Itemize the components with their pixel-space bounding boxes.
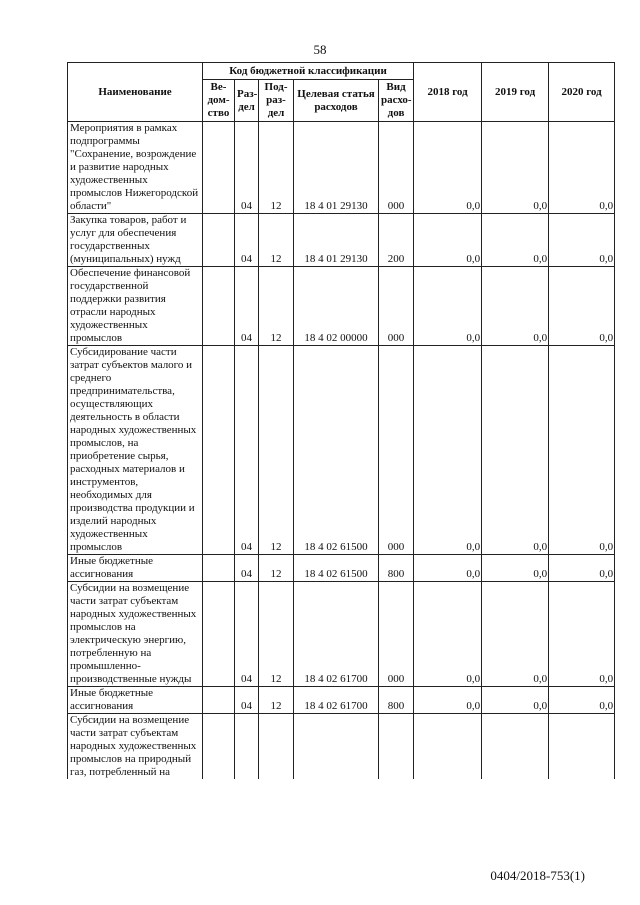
- header-vedomstvo: Ве- дом- ство: [203, 80, 235, 122]
- document-code: 0404/2018-753(1): [490, 868, 585, 883]
- table-row: [68, 346, 615, 555]
- row-razdel: 04: [235, 346, 259, 555]
- row-razdel: [235, 714, 259, 780]
- row-podrazdel: 12: [259, 346, 294, 555]
- row-target: 18 4 02 61500: [294, 346, 379, 555]
- row-vedomstvo: [203, 714, 235, 780]
- header-vid: Вид расхо- дов: [379, 80, 414, 122]
- row-name: Закупка товаров, работ и услуг для обеспечения государственных (муниципальных) нужд: [68, 214, 203, 267]
- header-target: Целевая статья расходов: [294, 80, 379, 122]
- row-2020: 0,0: [549, 214, 615, 267]
- row-2020: 0,0: [549, 267, 615, 346]
- row-vid: 800: [379, 687, 414, 714]
- row-name: Субсидии на возмещение части затрат субъектам народных художественных промыслов на электрическую энергию, потребленную на промышленно-производственные нужды: [68, 582, 203, 687]
- row-2018: 0,0: [414, 555, 482, 582]
- table-row: [68, 582, 615, 687]
- table-row: [68, 714, 615, 780]
- row-2018: 0,0: [414, 214, 482, 267]
- row-name: Субсидии на возмещение части затрат субъектам народных художественных промыслов на природный газ, потребленный на: [68, 714, 203, 780]
- row-2019: 0,0: [482, 346, 549, 555]
- row-vid: 000: [379, 582, 414, 687]
- row-target: [294, 714, 379, 780]
- header-razdel: Раз- дел: [235, 80, 259, 122]
- row-2018: 0,0: [414, 267, 482, 346]
- header-podrazdel: Под- раз- дел: [259, 80, 294, 122]
- row-target: 18 4 01 29130: [294, 214, 379, 267]
- row-target: 18 4 02 61700: [294, 582, 379, 687]
- row-2020: 0,0: [549, 122, 615, 214]
- row-vid: [379, 714, 414, 780]
- row-2019: 0,0: [482, 687, 549, 714]
- row-razdel: 04: [235, 687, 259, 714]
- row-razdel: 04: [235, 555, 259, 582]
- row-2020: 0,0: [549, 582, 615, 687]
- row-vid: 000: [379, 267, 414, 346]
- row-2020: 0,0: [549, 346, 615, 555]
- row-vedomstvo: [203, 267, 235, 346]
- row-2019: 0,0: [482, 267, 549, 346]
- row-vid: 800: [379, 555, 414, 582]
- row-vedomstvo: [203, 214, 235, 267]
- row-podrazdel: 12: [259, 582, 294, 687]
- row-2019: 0,0: [482, 122, 549, 214]
- row-podrazdel: [259, 714, 294, 780]
- row-vedomstvo: [203, 122, 235, 214]
- row-razdel: 04: [235, 582, 259, 687]
- row-2019: 0,0: [482, 582, 549, 687]
- header-name: Наименование: [68, 63, 203, 122]
- table-row: [68, 267, 615, 346]
- row-2018: 0,0: [414, 582, 482, 687]
- row-razdel: 04: [235, 267, 259, 346]
- row-target: 18 4 02 61500: [294, 555, 379, 582]
- row-target: 18 4 01 29130: [294, 122, 379, 214]
- table-row: [68, 122, 615, 214]
- row-vedomstvo: [203, 687, 235, 714]
- row-podrazdel: 12: [259, 122, 294, 214]
- row-vedomstvo: [203, 582, 235, 687]
- row-podrazdel: 12: [259, 687, 294, 714]
- row-2018: 0,0: [414, 122, 482, 214]
- row-vedomstvo: [203, 346, 235, 555]
- row-name: Обеспечение финансовой государственной поддержки развития отрасли народных художественных промыслов: [68, 267, 203, 346]
- row-2018: 0,0: [414, 346, 482, 555]
- row-2019: 0,0: [482, 214, 549, 267]
- row-2019: [482, 714, 549, 780]
- row-2020: [549, 714, 615, 780]
- row-razdel: 04: [235, 122, 259, 214]
- row-name: Мероприятия в рамках подпрограммы "Сохранение, возрождение и развитие народных художественных промыслов Нижегородской области": [68, 122, 203, 214]
- row-podrazdel: 12: [259, 267, 294, 346]
- row-podrazdel: 12: [259, 555, 294, 582]
- row-name: Субсидирование части затрат субъектов малого и среднего предпринимательства, осуществляющих деятельность в области народных художественных промыслов, на приобретение сырья, расходных материалов и инструментов, необходимых для производства продукции и изделий народных художественных промыслов: [68, 346, 203, 555]
- table-row: [68, 687, 615, 714]
- row-2020: 0,0: [549, 555, 615, 582]
- row-2018: [414, 714, 482, 780]
- row-vid: 200: [379, 214, 414, 267]
- table-row: [68, 555, 615, 582]
- header-2019: 2019 год: [482, 63, 549, 122]
- row-2018: 0,0: [414, 687, 482, 714]
- row-2019: 0,0: [482, 555, 549, 582]
- row-2020: 0,0: [549, 687, 615, 714]
- header-code-group: Код бюджетной классификации: [203, 63, 414, 80]
- row-vid: 000: [379, 346, 414, 555]
- row-vid: 000: [379, 122, 414, 214]
- table-row: [68, 214, 615, 267]
- row-podrazdel: 12: [259, 214, 294, 267]
- row-target: 18 4 02 00000: [294, 267, 379, 346]
- page-number: 58: [313, 42, 327, 57]
- header-2018: 2018 год: [414, 63, 482, 122]
- row-name: Иные бюджетные ассигнования: [68, 687, 203, 714]
- header-2020: 2020 год: [549, 63, 615, 122]
- row-razdel: 04: [235, 214, 259, 267]
- budget-table: [67, 62, 615, 779]
- row-vedomstvo: [203, 555, 235, 582]
- row-name: Иные бюджетные ассигнования: [68, 555, 203, 582]
- row-target: 18 4 02 61700: [294, 687, 379, 714]
